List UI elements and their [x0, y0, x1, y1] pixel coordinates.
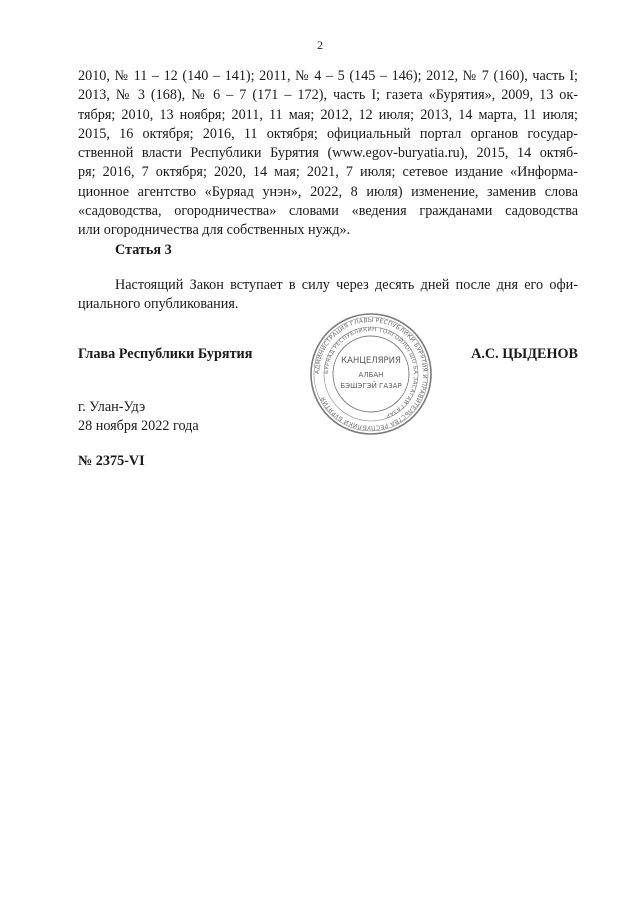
effective-line: циального опубликования.: [78, 296, 239, 313]
amendment-line: ря; 2016, 7 октября; 2020, 14 мая; 2021, 7 июля; сетевое издание «Информа-: [78, 164, 578, 181]
effective-date-paragraph: [78, 276, 578, 315]
signing-place-date: [78, 398, 199, 436]
amendment-line: тября; 2010, 13 ноября; 2011, 11 мая; 2012, 12 июля; 2013, 14 марта, 11 июля;: [78, 106, 578, 123]
amendment-line: ционное агентство «Буряад унэн», 2022, 8 июля) изменение, заменив слова: [78, 183, 578, 200]
amendment-line: ственной власти Республики Бурятия (www.egov-buryatia.ru), 2015, 14 октяб-: [78, 145, 578, 162]
seal-center-line: АЛБАН: [358, 371, 384, 379]
amendment-paragraph: [78, 67, 578, 241]
seal-outer-text: АДМИНИСТРАЦИЯ ГЛАВЫ РЕСПУБЛИКИ БУРЯТИЯ И ПРАВИТЕЛЬСТВА РЕСПУБЛИКИ БУРЯТИЯ: [313, 316, 429, 432]
seal-center-line: БЭШЭГЭЙ ГАЗАР: [340, 382, 402, 390]
amendment-line: 2015, 16 октября; 2016, 11 октября; официальный портал органов государ-: [78, 125, 578, 142]
amendment-line: 2013, № 3 (168), № 6 – 7 (171 – 172), часть I; газета «Бурятия», 2009, 13 ок-: [78, 87, 578, 104]
seal-inner-text: БУРЯАД РЕСПУБЛИКИН ТОЛГОЙЛОГШО БА ЗАСАГАЙ ГАЗАР: [323, 326, 419, 419]
amendment-line: «садоводства, огородничества» словами «ведения гражданами садоводства: [78, 203, 578, 220]
amendment-line: 2010, № 11 – 12 (140 – 141); 2011, № 4 – 5 (145 – 146); 2012, № 7 (160), часть I;: [78, 68, 578, 84]
law-number: № 2375-VI: [78, 453, 145, 469]
seal-center-line: КАНЦЕЛЯРИЯ: [341, 356, 401, 366]
signing-place: г. Улан-Удэ: [78, 399, 146, 415]
page-number: 2: [317, 38, 323, 52]
signatory-name: А.С. ЦЫДЕНОВ: [471, 346, 578, 362]
effective-line: Настоящий Закон вступает в силу через десять дней после дня его офи-: [115, 277, 578, 293]
signing-date: 28 ноября 2022 года: [78, 418, 199, 434]
official-seal-icon: [308, 311, 434, 437]
amendment-line: или огородничества для собственных нужд».: [78, 222, 351, 239]
signatory-title: Глава Республики Бурятия: [78, 346, 253, 362]
article-heading: Статья 3: [115, 242, 172, 258]
